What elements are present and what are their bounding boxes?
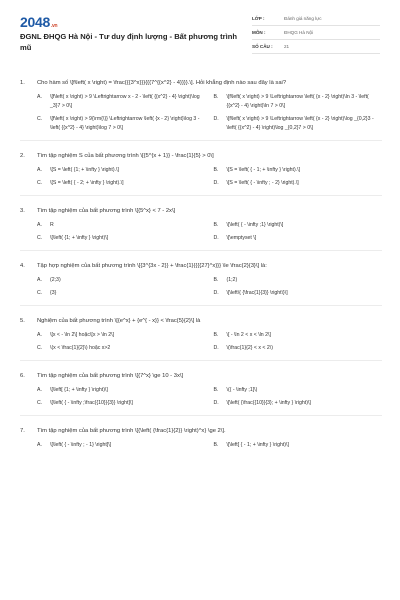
option-d[interactable] [214, 399, 383, 408]
question-2 [20, 151, 382, 196]
question-text: Tìm tập nghiệm của bất phương trình \[{\left( {\frac{1}{2}} \right)^x} \ge 2\]. [37, 428, 226, 434]
option-letter: C. [37, 400, 43, 406]
option-text: \[\left\{ {\frac{1}{3}} \right\}\] [226, 290, 288, 296]
option-text: \[ - \ln 2 < x < \ln 2\] [226, 332, 271, 338]
option-text: (1;2) [226, 277, 238, 283]
logo-suffix: .vn [50, 23, 58, 29]
option-c[interactable] [37, 115, 206, 133]
option-letter: D. [213, 116, 219, 122]
option-letter: C. [37, 116, 43, 122]
option-a[interactable] [37, 386, 206, 395]
meta-row-class [252, 12, 380, 26]
option-list [20, 221, 382, 243]
option-c[interactable] [37, 179, 206, 188]
option-list [20, 276, 382, 298]
option-b[interactable] [214, 166, 383, 175]
meta-label: LỚP : [252, 16, 265, 21]
question-4 [20, 261, 382, 306]
option-a[interactable] [37, 166, 206, 175]
option-text: \[\left[ {1; + \infty } \right)\] [50, 387, 108, 393]
meta-label: SỐ CÂU : [252, 44, 273, 49]
option-letter: D. [213, 290, 219, 296]
logo-main: 2048 [20, 14, 50, 30]
question-3 [20, 206, 382, 251]
option-text: \[f\left( x \right) > 9 \Leftrightarrow \left( {x - 2} \right)\log _{0,2}3 - \left( {{x^2} - 4} \right)\log _{0,2}7 > 0\] [226, 116, 374, 131]
question-6 [20, 371, 382, 416]
option-a[interactable] [37, 221, 206, 230]
meta-info [252, 12, 380, 54]
option-letter: B. [213, 167, 219, 173]
option-text: \[S = \left( { - \infty ; - 2} \right).\] [226, 180, 299, 186]
option-text: \[\left( {1; + \infty } \right)\] [50, 235, 109, 241]
question-text: Tìm tập nghiệm của bất phương trình \[{7^x} \ge 10 - 3x\] [37, 373, 184, 379]
option-b[interactable] [214, 221, 383, 230]
option-d[interactable] [214, 179, 383, 188]
question-number: 5. [20, 318, 25, 324]
option-d[interactable] [214, 344, 383, 353]
option-a[interactable] [37, 441, 206, 450]
option-text: \[\emptyset \] [226, 235, 257, 241]
option-text: \(( - \infty ;1]\) [226, 387, 258, 393]
option-letter: B. [213, 387, 219, 393]
option-text: \[\left( { - \infty ; - 1} \right]\] [50, 442, 112, 448]
question-text: Tìm tập nghiệm của bất phương trình \[{5^x} < 7 - 2x\] [37, 208, 176, 214]
option-letter: A. [37, 94, 42, 100]
option-letter: B. [213, 332, 219, 338]
option-letter: D. [213, 180, 219, 186]
meta-label: MÔN : [252, 30, 266, 35]
option-c[interactable] [37, 399, 206, 408]
option-text: \[S = \left( { - 2; + \infty } \right).\] [50, 180, 124, 186]
option-d[interactable] [214, 234, 383, 243]
question-5 [20, 316, 382, 361]
option-letter: C. [37, 290, 43, 296]
option-letter: D. [213, 345, 219, 351]
question-7 [20, 426, 382, 457]
option-text: \[f\left( x \right) > 9{\rm{\}} \Leftrightarrow \left( {x - 2} \right)\log 3 - \left( {{x^2} - 4} \right)\log 7 > 0\] [50, 116, 200, 131]
meta-row-subject [252, 26, 380, 40]
option-d[interactable] [214, 115, 383, 133]
option-b[interactable] [214, 331, 383, 340]
option-letter: A. [37, 387, 42, 393]
option-letter: C. [37, 180, 43, 186]
question-number: 3. [20, 208, 25, 214]
meta-row-count [252, 40, 380, 54]
option-c[interactable] [37, 234, 206, 243]
document-title: ĐGNL ĐHQG Hà Nội - Tư duy định lượng - Bất phương trình mũ [20, 32, 237, 52]
option-text: R [50, 222, 54, 228]
option-a[interactable] [37, 93, 206, 111]
option-letter: D. [213, 235, 219, 241]
option-list [20, 166, 382, 188]
option-letter: A. [37, 277, 42, 283]
option-letter: B. [213, 442, 219, 448]
option-list [20, 441, 382, 450]
meta-value: 21 [284, 44, 290, 49]
option-text: \[S = \left( {1; + \infty } \right).\] [50, 167, 119, 173]
option-letter: A. [37, 167, 42, 173]
option-text: \[S = \left( { - 1; + \infty } \right).\] [226, 167, 301, 173]
option-text: {3} [50, 290, 57, 296]
question-number: 4. [20, 263, 25, 269]
option-b[interactable] [214, 276, 383, 285]
option-letter: D. [213, 400, 219, 406]
option-letter: C. [37, 235, 43, 241]
option-d[interactable] [214, 289, 383, 298]
option-b[interactable] [214, 93, 383, 111]
option-b[interactable] [214, 386, 383, 395]
meta-value: ĐHQG Hà Nội [284, 30, 314, 35]
option-text: \[\left[ { - 1; + \infty } \right)\] [226, 442, 289, 448]
question-1 [20, 78, 382, 141]
option-text: \[\left( { - \infty ;\frac{{10}}{3}} \right]\] [50, 400, 133, 406]
option-a[interactable] [37, 276, 206, 285]
meta-value: Đánh giá năng lực [284, 16, 322, 21]
option-c[interactable] [37, 289, 206, 298]
option-c[interactable] [37, 344, 206, 353]
question-text: Tìm tập nghiệm S của bất phương trình \[{5^{x + 1}} - \frac{1}{5} > 0\] [37, 153, 214, 159]
question-list [20, 78, 382, 467]
question-text: Nghiệm của bất phương trình \[{e^x} + {e^{ - x}} < \frac{5}{2}\] là [37, 318, 201, 324]
option-a[interactable] [37, 331, 206, 340]
question-text: Tập hợp nghiệm của bất phương trình \[{3^{3x - 2}} + \frac{1}{{{{27}^x}}} \le \frac{2}{3}\] là: [37, 263, 267, 269]
option-b[interactable] [214, 441, 383, 450]
option-letter: B. [213, 222, 219, 228]
option-text: \(x < \frac{1}{2}\) hoặc x>2 [50, 345, 111, 351]
option-letter: C. [37, 345, 43, 351]
option-letter: A. [37, 442, 42, 448]
question-number: 7. [20, 428, 25, 434]
option-text: \[\left( { - \infty ;1} \right)\] [226, 222, 284, 228]
question-number: 1. [20, 80, 25, 86]
option-letter: A. [37, 332, 42, 338]
option-text: \[f\left( x \right) > 9 \Leftrightarrow \left( {x - 2} \right)\ln 3 - \left( {{x^2} - 4} \right)\ln 7 > 0\] [226, 94, 369, 109]
question-number: 2. [20, 153, 25, 159]
question-text: Cho hàm số \[f\left( x \right) = \frac{{{3^x}}}{{{7^{{x^2} - 4}}}}.\]. Hỏi khẳng định nào sau đây là sai? [37, 80, 287, 86]
option-text: \[x < - \ln 2\] hoặc\[x > \ln 2\] [50, 332, 115, 338]
question-number: 6. [20, 373, 25, 379]
option-letter: B. [213, 277, 219, 283]
option-text: \(\frac{1}{2} < x < 2\) [226, 345, 273, 351]
option-letter: A. [37, 222, 42, 228]
option-text: \[\left( {\frac{{10}}{3}; + \infty } \right)\] [226, 400, 311, 406]
site-logo[interactable] [20, 14, 57, 30]
option-list [20, 386, 382, 408]
option-list [20, 331, 382, 353]
option-text: (2;3) [50, 277, 61, 283]
option-text: \[f\left( x \right) > 9 \Leftrightarrow x - 2 - \left( {{x^2} - 4} \right)\log _3}7 > 0\] [50, 94, 200, 109]
option-list [20, 93, 382, 133]
option-letter: B. [213, 94, 219, 100]
